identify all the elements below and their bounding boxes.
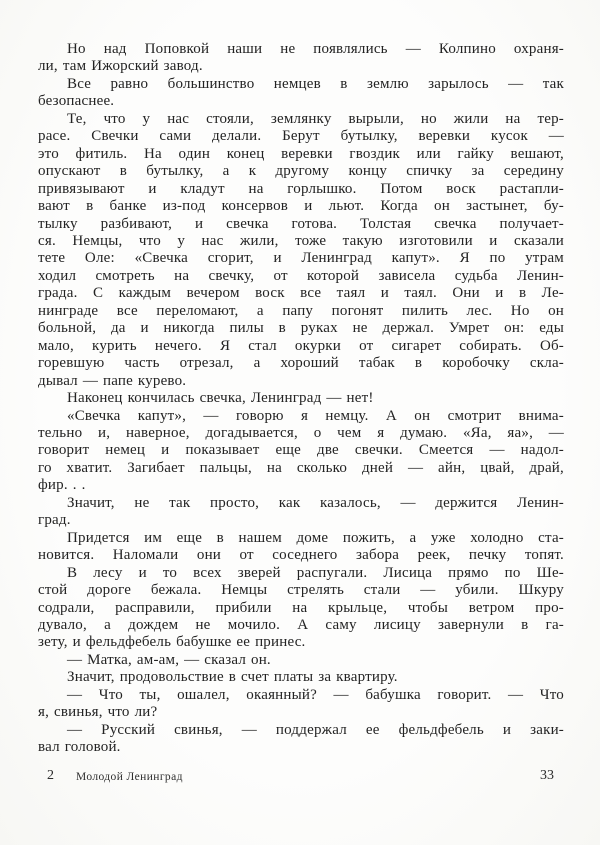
text-line: горевшую часть отрезал, а хороший табак в коробочку скла-	[38, 355, 564, 372]
text-line: привязывают и кладут на горлышко. Потом воск растапли-	[38, 180, 564, 197]
text-line: Придется им еще в нашем доме пожить, а уже холодно ста-	[67, 529, 564, 546]
text-line: — Русский свинья, — поддержал ее фельдфебель и заки-	[67, 721, 564, 738]
page-number: 33	[540, 768, 554, 783]
text-line: града. С каждым вечером воск все таял и таял. Они и в Ле-	[38, 285, 564, 302]
text-line: фир. . .	[38, 477, 86, 494]
text-line: я, свинья, что ли?	[38, 704, 158, 721]
text-line: расе. Свечки сами делали. Берут бутылку, веревки кусок —	[38, 128, 564, 145]
text-line: больной, да и никогда пилы в руках не держал. Умрет он: еды	[38, 320, 564, 337]
text-line: град.	[38, 512, 71, 529]
text-line: содрали, расправили, прибили на крыльце, чтобы ветром про-	[38, 599, 564, 616]
page-footer	[0, 768, 600, 790]
text-line: тельно и, наверное, догадывается, о чем я думаю. «Яа, яа», —	[38, 424, 564, 441]
text-line: это фитиль. На один конец веревки гвоздик или гайку вешают,	[38, 145, 564, 162]
text-line: ходил смотреть на свечку, от которой зависела судьба Ленин-	[38, 267, 564, 284]
text-block	[38, 41, 564, 757]
text-line: зету, и фельдфебель бабушке ее принес.	[38, 634, 306, 651]
text-line: В лесу и то всех зверей распугали. Лисица прямо по Ше-	[67, 564, 564, 581]
signature-mark: 2	[47, 768, 54, 783]
text-line: мало, курить нечего. Я стал окурки от сигарет собирать. Об-	[38, 337, 564, 354]
text-line: Наконец кончилась свечка, Ленинград — нет!	[67, 390, 374, 407]
text-line: ли, там Ижорский завод.	[38, 58, 203, 75]
text-line: стой дороге бежала. Немцы стрелять стали — убили. Шкуру	[38, 582, 564, 599]
text-line: вал головой.	[38, 739, 121, 756]
text-line: безопаснее.	[38, 93, 115, 110]
text-line: Но над Поповкой наши не появлялись — Колпино охраня-	[67, 41, 564, 57]
text-line: — Что ты, ошалел, окаянный? — бабушка говорит. — Что	[67, 686, 564, 703]
text-line: опускают в бутылку, а к другому концу спичку за середину	[38, 163, 564, 180]
text-line: Значит, продовольствие в счет платы за квартиру.	[67, 669, 398, 686]
text-line: Те, что у нас стояли, землянку вырыли, но жили на тер-	[67, 110, 564, 127]
text-line: «Свечка капут», — говорю я немцу. А он смотрит внима-	[67, 407, 564, 424]
text-line: — Матка, ам-ам, — сказал он.	[67, 651, 271, 668]
text-line: вают в банке из-под консервов и льют. Когда он застынет, бу-	[38, 198, 564, 215]
text-line: ся. Немцы, что у нас жили, тоже такую изготовили и сказали	[38, 232, 564, 249]
text-line: тылку разбивают, и свечка готова. Толстая свечка получает-	[38, 215, 564, 232]
text-line: Все равно большинство немцев в землю зарылось — так	[67, 75, 564, 92]
text-line: дывал — папе курево.	[38, 372, 187, 389]
text-line: тете Оле: «Свечка сгорит, и Ленинград капут». Я по утрам	[38, 250, 564, 267]
text-line: Значит, не так просто, как казалось, — держится Ленин-	[67, 494, 564, 511]
running-title: Молодой Ленинград	[76, 771, 183, 783]
text-line: нинграде все переломают, а папу погонят пилить лес. Но он	[38, 302, 564, 319]
text-line: новится. Наломали они от соседнего забора реек, печку топят.	[38, 547, 564, 564]
text-line: дувало, а дождем не мочило. А саму лисицу завернули в га-	[38, 616, 564, 633]
text-line: говорит немец и показывает еще две свечки. Смеется — надол-	[38, 442, 564, 459]
text-line: го хватит. Загибает пальцы, на сколько дней — айн, цвай, драй,	[38, 459, 564, 476]
